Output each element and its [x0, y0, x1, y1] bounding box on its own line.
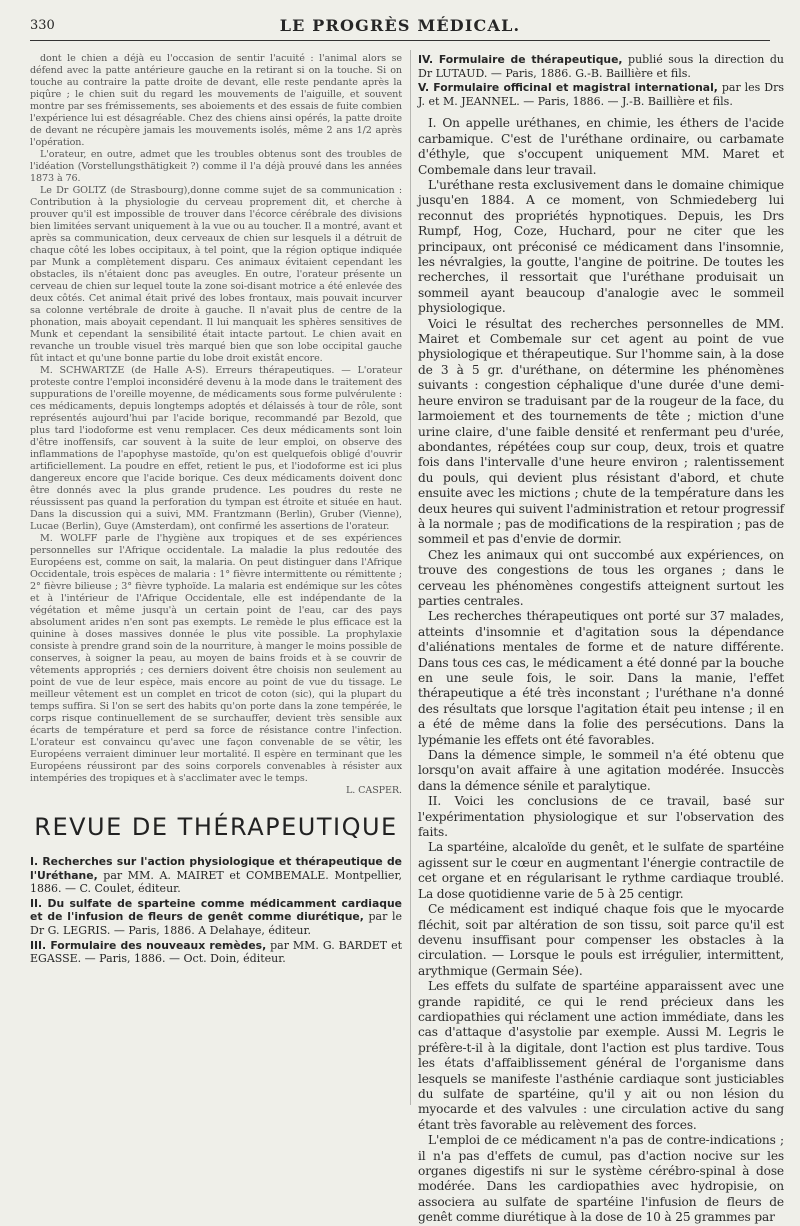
paragraph: Dans la démence simple, le sommeil n'a été obtenu que lorsqu'on avait affaire à une agitation modérée. Insuccès dans la démence sénile et paralytique.: [418, 748, 784, 793]
review-item: [418, 81, 784, 108]
review-item-title: V. Formulaire officinal et magistral international,: [418, 81, 718, 95]
review-item: [418, 53, 784, 80]
paragraph: Voici le résultat des recherches personnelles de MM. Mairet et Combemale sur cet agent au point de vue physiologique et thérapeutique. Sur l'homme sain, à la dose de 3 à 5 gr. d'uréthane, on détermine les phénomènes suivants : congestion céphalique d'une durée d'une demi-heure environ se traduisant par de la rougeur de la face, du larmoiement et des tournements de tête ; miction d'une urine claire, d'une faible densité et renfermant peu d'urée, abondantes, répétées coup sur coup, deux, trois et quatre fois dans l'intervalle d'une heure environ ; ralentissement du pouls, qui devient plus résistant d'abord, et chute ensuite avec les mictions ; chute de la température dans les deux heures qui suivent l'administration et retour progressif à la normale ; pas de modifications de la respiration ; pas de sommeil et pas d'envie de dormir.: [418, 316, 784, 547]
review-item-title: III. Formulaire des nouveaux remèdes,: [30, 938, 267, 952]
paragraph: L'uréthane resta exclusivement dans le domaine chimique jusqu'en 1884. A ce moment, von Schmiedeberg lui reconnut des propriétés hypnotiques. Depuis, les Drs Rumpf, Hog, Coze, Huchard, pour ne citer que les principaux, ont préconisé ce médicament dans l'insomnie, les névralgies, la goutte, l'angine de poitrine. De toutes les recherches, il ressortait que l'uréthane produisait un sommeil ayant beaucoup d'analogie avec le sommeil physiologique.: [418, 178, 784, 316]
paragraph: Chez les animaux qui ont succombé aux expériences, on trouve des congestions de tous les organes ; dans le cerveau les phénomènes congestifs atteignent surtout les parties centrales.: [418, 547, 784, 608]
section-title: REVUE DE THÉRAPEUTIQUE: [34, 813, 398, 841]
paragraph: II. Voici les conclusions de ce travail, basé sur l'expérimentation physiologique et sur l'observation des faits.: [418, 794, 784, 840]
paragraph: M. WOLFF parle de l'hygiène aux tropiques et de ses expériences personnelles sur l'Afrique occidentale. La maladie la plus redoutée des Européens est, comme on sait, la malaria. On peut distinguer dans l'Afrique Occidentale, trois espèces de malaria : 1° fièvre intermittente ou rémittente ; 2° fièvre bilieuse ; 3° fièvre typhoïde. La malaria est endémique sur les côtes et à l'intérieur de l'Afrique Occidentale, elle est indépendante de la végétation et même jusqu'à un certain point de l'eau, car des pays absolument arides n'en sont pas exempts. Le remède le plus efficace est la quinine à doses massives donnée le plus vite possible. La prophylaxie consiste à prendre grand soin de la nourriture, à manger le moins possible de conserves, à soigner la peau, au moyen de bains froids et à se couvrir de vêtements appropriés ; ces derniers doivent être choisis non seulement au point de vue de leur espèce, mais encore au point de vue du tissage. Le meilleur vêtement est un complet en tricot de coton (sic), qui la plupart du temps suffira. Si l'on se sert des habits qu'on porte dans la zone tempérée, le corps risque continuellement de se surchauffer, devient très sensible aux écarts de température et perd sa force de résistance contre l'infection. L'orateur est convaincu qu'avec une façon convenable de se vêtir, les Européens verraient diminuer leur mortalité. Il espère en terminant que les Européens réussiront par des soins corporels convenables à résister aux intempéries des tropiques et à s'acclimater avec le temps.: [30, 533, 402, 784]
paragraph: Le Dr GOLTZ (de Strasbourg),donne comme sujet de sa communication : Contribution à la physiologie du cerveau proprement dit, et cherche à prouver qu'il est impossible de trouver dans l'écorce cérébrale des divisions bien limitées servant uniquement à la vue ou au toucher. Il a montré, avant et après sa communication, deux cerveaux de chien sur lesquels il a détruit de chaque côté les lobes occipitaux, à tel point, que la région optique indiquée par Munk a complètement disparu. Ces animaux évitaient cependant les obstacles, ils n'étaient donc pas aveugles. En outre, l'orateur présente un cerveau de chien sur lequel toute la zone soi-disant motrice a été enlevée des deux côtés. Cet animal était privé des lobes frontaux, mais pouvait incurver sa colonne vertébrale de droite à gauche. Il n'avait plus de centre de la phonation, mais aboyait cependant. Il lui manquait les sphères sensitives de Munk et cependant la sensibilité était intacte partout. Le chien avait en revanche un trouble visuel très marqué bien que son lobe occipital gauche fût intact et qu'une bonne partie du lobe droit existât encore.: [30, 185, 402, 364]
review-item: [30, 897, 402, 938]
review-item-details: par le Dr G. LEGRIS. — Paris, 1886. A Delahaye, éditeur.: [30, 910, 402, 937]
review-item: [30, 855, 402, 896]
review-item-title: I. Recherches sur l'action physiologique et thérapeutique de l'Uréthane,: [30, 855, 402, 882]
paragraph: Les effets du sulfate de spartéine apparaissent avec une grande rapidité, ce qui le rend précieux dans les cardiopathies qui réclament une action immédiate, dans les cas d'attaque d'asystolie par exemple. Aussi M. Legris le préfère-t-il à la digitale, dont l'action est plus tardive. Tous les états d'affaiblissement général de l'organisme dans lesquels se manifeste l'asthénie cardiaque sont justiciables du sulfate de spartéine, qu'il y ait ou non lésion du myocarde et des valvules : une circulation active du sang étant très favorable au relèvement des forces.: [418, 979, 784, 1132]
left-column: [30, 53, 402, 1105]
signature: L. CASPER.: [345, 785, 402, 796]
paragraph: M. SCHWARTZE (de Halle A-S). Erreurs thérapeutiques. — L'orateur proteste contre l'emploi inconsidéré devenu à la mode dans le traitement des suppurations de l'oreille moyenne, de médicaments sous forme pulvérulente : ces médicaments, depuis longtemps adoptés et délaissés à tour de rôle, sont représentés aujourd'hui par l'acide borique, recommandé par Bezold, que plus tard l'iodoforme est venu remplacer. Ces deux médicaments sont loin d'être inoffensifs, car souvent à la suite de leur emploi, on observe des inflammations de l'apophyse mastoïde, qu'on est quelquefois obligé d'ouvrir artificiellement. La poudre en effet, retient le pus, et l'iodoforme est ici plus dangereux encore que l'acide borique. Ces deux médicaments doivent donc être donnés avec la plus grande prudence. Les poudres du reste ne réussissent pas quand la perforation du tympan est étroite et située en haut. Dans la discussion qui a suivi, MM. Frantzmann (Berlin), Gruber (Vienne), Lucae (Berlin), Guye (Amsterdam), ont confirmé les assertions de l'orateur.: [30, 365, 402, 532]
page-header: [30, 16, 770, 41]
paragraph: I. On appelle uréthanes, en chimie, les éthers de l'acide carbamique. C'est de l'uréthane ordinaire, ou carbamate d'éthyle, que s'occupent uniquement MM. Maret et Combemale dans leur travail.: [418, 116, 784, 177]
paragraph: L'orateur, en outre, admet que les troubles obtenus sont des troubles de l'idéation (Vorstellungsthätigkeit ?) comme il l'a déjà prouvé dans les années 1873 à 76.: [30, 149, 402, 184]
review-item-details: par les Drs J. et M. JEANNEL. — Paris, 1886. — J.-B. Baillière et fils.: [418, 81, 784, 108]
paragraph: L'emploi de ce médicament n'a pas de contre-indications ; il n'a pas d'effets de cumul, pas d'action nocive sur les organes digestifs ni sur le système cérébro-spinal à dose modérée. Dans les cardiopathies avec hydropisie, on associera au sulfate de spartéine l'infusion de fleurs de genêt comme diurétique à la dose de 10 à 25 grammes par: [418, 1133, 784, 1225]
column-divider: [410, 50, 411, 1105]
review-item: [30, 939, 402, 966]
review-item-details: par MM. G. BARDET et EGASSE. — Paris, 1886. — Oct. Doin, éditeur.: [30, 938, 402, 966]
paragraph: dont le chien a déjà eu l'occasion de sentir l'acuité : l'animal alors se défend avec la patte antérieure gauche en la retirant si on la touche. Si on touche au contraire la patte droite de devant, elle reste pendante après la piqûre ; le chien suit du regard les mouvements de l'aiguille, et souvent montre par ses frémissements, ses aboiements et des essais de fuite combien l'expérience lui est désagréable. Chez des chiens ainsi opérés, la patte droite de devant ne récupère jamais les mouvements isolés, même 2 ans 1/2 après l'opération.: [30, 53, 402, 148]
review-item-title: II. Du sulfate de sparteine comme médicamment cardiaque et de l'infusion de fleurs de genêt comme diurétique,: [30, 896, 402, 924]
review-item-details: par MM. A. MAIRET et COMBEMALE. Montpellier, 1886. — C. Coulet, éditeur.: [30, 868, 402, 896]
paragraph: Les recherches thérapeutiques ont porté sur 37 malades, atteints d'insomnie et d'agitation sous la dépendance d'aliénations mentales de forme et de nature différente. Dans tous ces cas, le médicament a été donné par la bouche en une seule fois, le soir. Dans la manie, l'effet thérapeutique a été très inconstant ; l'uréthane n'a donné des résultats que lorsque l'agitation était peu intense ; il en a été de même dans la folie des persécutions. Dans la lypémanie les effets ont été favorables.: [418, 609, 784, 747]
review-item-title: IV. Formulaire de thérapeutique,: [418, 53, 623, 66]
right-column: [418, 53, 784, 1225]
paragraph: La spartéine, alcaloïde du genêt, et le sulfate de spartéine agissent sur le cœur en augmentant l'énergie contractile de cet organe et en régularisant le rythme cardiaque troublé. La dose quotidienne varie de 5 à 25 centigr.: [418, 840, 784, 901]
journal-title: LE PROGRÈS MÉDICAL.: [279, 16, 521, 35]
paragraph: Ce médicament est indiqué chaque fois que le myocarde fléchit, soit par altération de son tissu, soit parce qu'il est devenu insuffisant pour compenser les obstacles à la circulation. — Lorsque le pouls est irrégulier, intermittent, arythmique (Germain Sée).: [418, 902, 784, 978]
review-item-details: publié sous la direction du Dr LUTAUD. — Paris, 1886. G.-B. Baillière et fils.: [418, 53, 784, 80]
page-number: 330: [30, 18, 55, 33]
